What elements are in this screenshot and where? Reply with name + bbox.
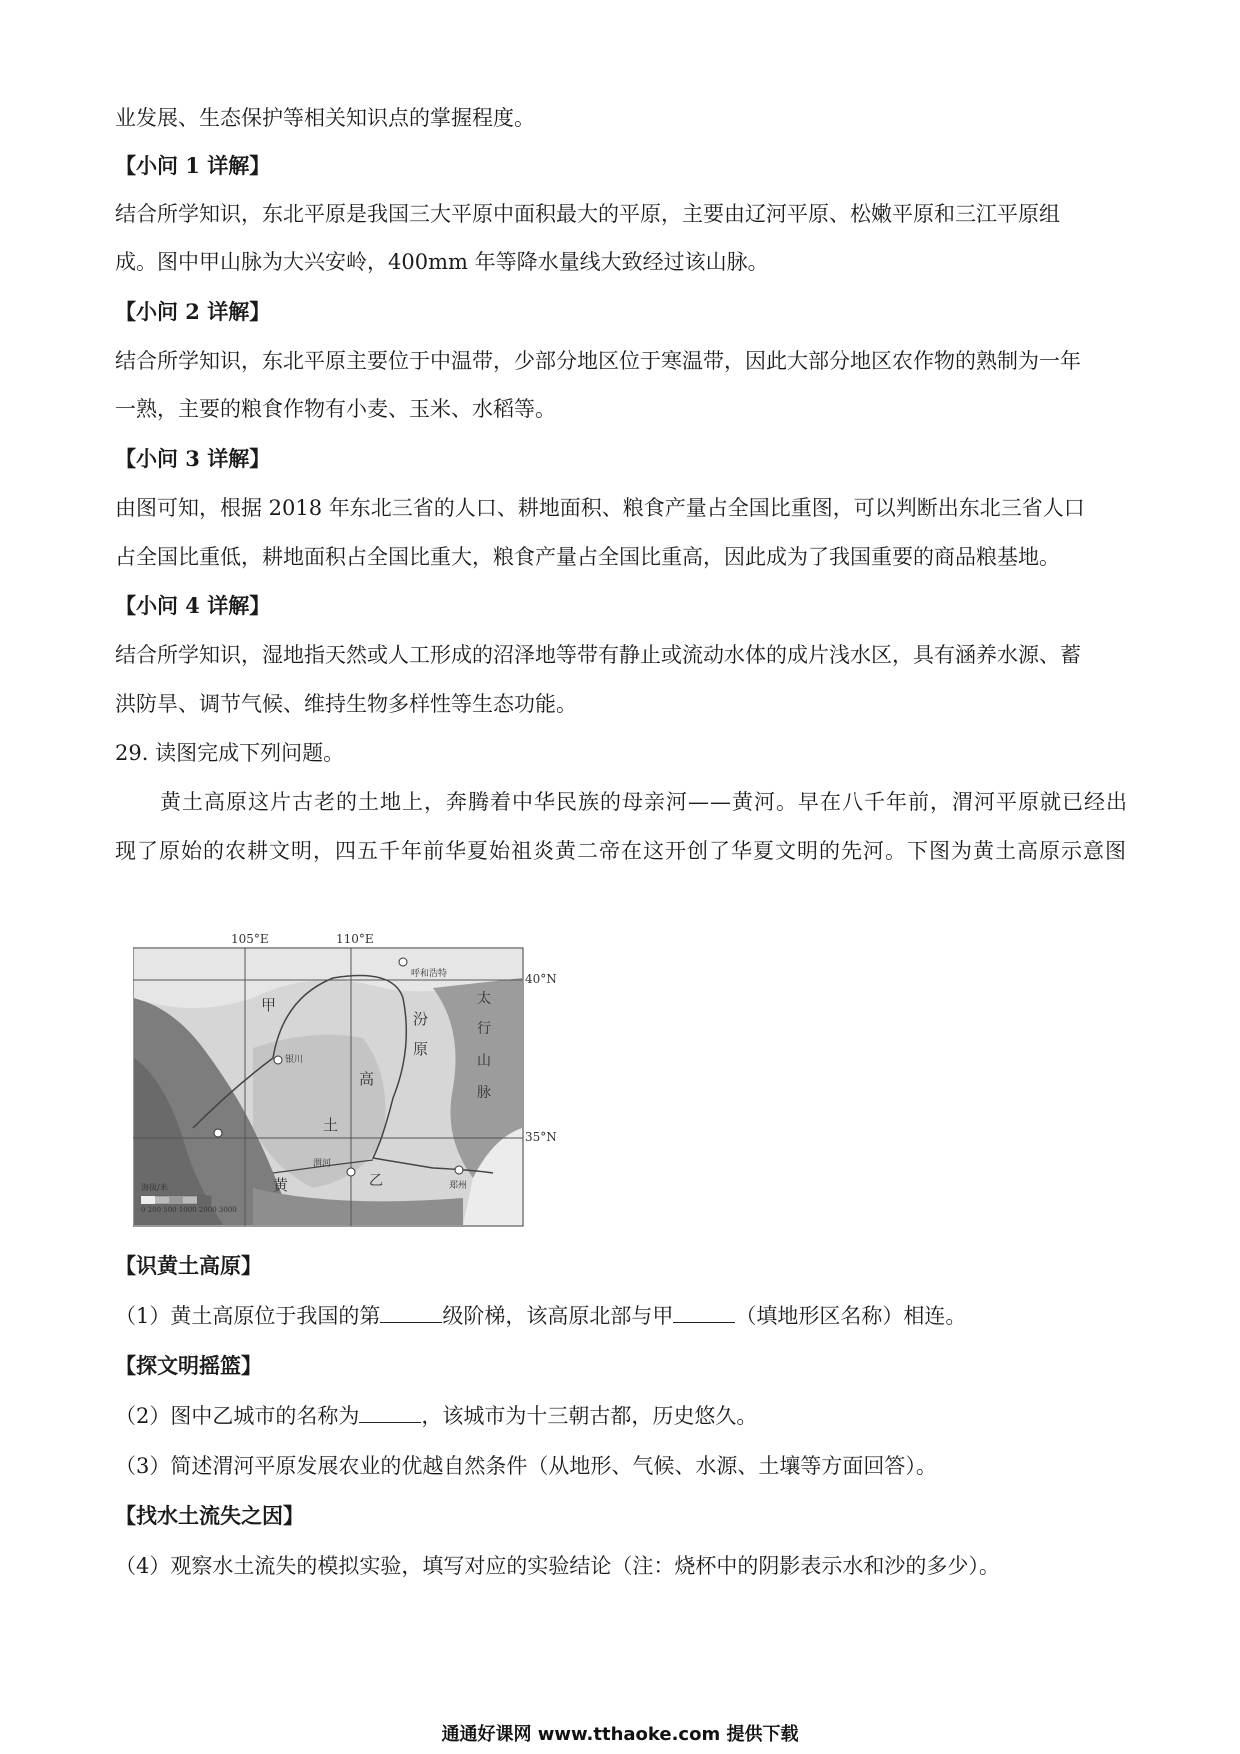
plateau-char: 土 [323, 1116, 339, 1134]
section-heading: 【探文明摇篮】 [115, 1353, 262, 1378]
mountain-char: 山 [477, 1053, 491, 1069]
answer-blank[interactable] [380, 1302, 442, 1323]
plateau-char: 高 [359, 1070, 375, 1088]
legend-ticks: 0 200 500 1000 2000 3000 [141, 1206, 237, 1214]
longitude-label: 105°E [231, 932, 269, 946]
longitude-label: 110°E [336, 932, 374, 946]
question-text: （填地形区名称）相连。 [735, 1304, 967, 1328]
city-label: 呼和浩特 [411, 969, 448, 979]
section-heading: 【小问 2 详解】 [115, 299, 271, 324]
question-1 [115, 1302, 1125, 1330]
question-2 [115, 1402, 1125, 1430]
mountain-char: 脉 [477, 1085, 491, 1101]
question-text: （2）图中乙城市的名称为 [115, 1404, 360, 1428]
question-text: ，该城市为十三朝古都，历史悠久。 [421, 1404, 758, 1428]
section-heading: 【小问 1 详解】 [115, 153, 271, 178]
text-line: 洪防旱、调节气候、维持生物多样性等生态功能。 [115, 692, 577, 716]
plateau-char: 黄 [273, 1176, 289, 1194]
text-line: 一熟，主要的粮食作物有小麦、玉米、水稻等。 [115, 397, 556, 421]
section-heading: 【识黄土高原】 [115, 1253, 262, 1278]
text-line: 业发展、生态保护等相关知识点的掌握程度。 [115, 106, 535, 130]
intro-text: 黄土高原这片古老的土地上，奔腾着中华民族的母亲河——黄河。早在八千年前，渭河平原就已经出 [160, 790, 1128, 814]
answer-blank[interactable] [673, 1302, 735, 1323]
question-number: 29. 读图完成下列问题。 [115, 741, 345, 765]
mountain-char: 行 [477, 1021, 491, 1037]
section-heading: 【小问 4 详解】 [115, 593, 271, 618]
section-heading: 【找水土流失之因】 [115, 1503, 304, 1528]
label-yi: 乙 [369, 1173, 383, 1189]
city-label: 郑州 [449, 1181, 468, 1191]
section-heading: 【小问 3 详解】 [115, 446, 271, 471]
question-text: 级阶梯，该高原北部与甲 [442, 1304, 674, 1328]
intro-text: 现了原始的农耕文明，四五千年前华夏始祖炎黄二帝在这开创了华夏文明的先河。下图为黄土高原示意图 [115, 839, 1127, 863]
text-line: 结合所学知识，东北平原主要位于中温带，少部分地区位于寒温带，因此大部分地区农作物的熟制为一年 [115, 349, 1081, 373]
city-label: 银川 [285, 1055, 304, 1065]
text-line: 成。图中甲山脉为大兴安岭，400mm 年等降水量线大致经过该山脉。 [115, 250, 769, 274]
answer-blank[interactable] [359, 1402, 421, 1423]
mountain-char: 太 [477, 991, 491, 1007]
river-label: 渭河 [313, 1159, 332, 1169]
loess-plateau-map [133, 932, 557, 1228]
plain-char: 汾 [413, 1010, 429, 1028]
latitude-label: 35°N [525, 1130, 557, 1144]
text-line: 结合所学知识，湿地指天然或人工形成的沼泽地等带有静止或流动水体的成片浅水区，具有涵养水源、蓄 [115, 643, 1081, 667]
latitude-label: 40°N [525, 972, 557, 986]
text-line: 结合所学知识，东北平原是我国三大平原中面积最大的平原，主要由辽河平原、松嫩平原和三江平原组 [115, 202, 1060, 226]
question-text: （1）黄土高原位于我国的第 [115, 1304, 381, 1328]
legend-title: 海拔/米 [141, 1183, 168, 1192]
question-4: （4）观察水土流失的模拟实验，填写对应的实验结论（注：烧杯中的阴影表示水和沙的多少）。 [115, 1554, 1000, 1578]
question-3: （3）简述渭河平原发展农业的优越自然条件（从地形、气候、水源、土壤等方面回答）。 [115, 1454, 937, 1478]
plain-char: 原 [413, 1040, 429, 1058]
page-footer: 通通好课网 www.tthaoke.com 提供下载 [441, 1724, 799, 1745]
label-jia: 甲 [261, 996, 277, 1014]
text-line: 占全国比重低，耕地面积占全国比重大，粮食产量占全国比重高，因此成为了我国重要的商品粮基地。 [115, 545, 1060, 569]
text-line: 由图可知，根据 2018 年东北三省的人口、耕地面积、粮食产量占全国比重图，可以判断出东北三省人口 [115, 496, 1085, 520]
